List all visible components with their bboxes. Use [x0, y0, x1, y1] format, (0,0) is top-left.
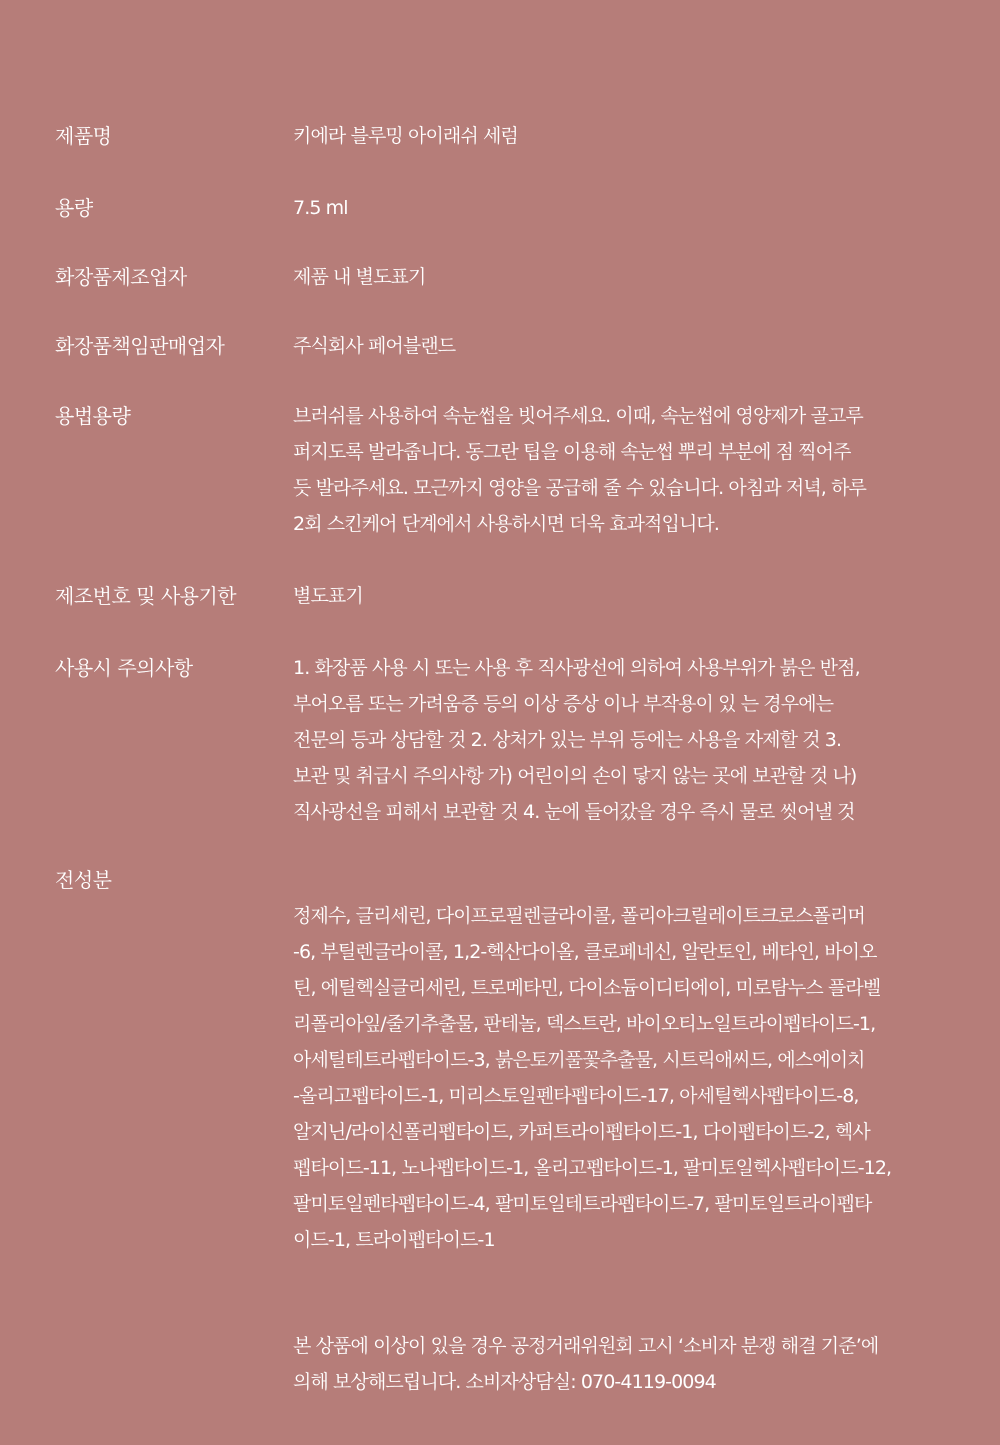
spec-value-lot-expiry: 별도표기	[293, 585, 363, 607]
spec-row-ingredients	[55, 862, 965, 1436]
consumer-notice: 본 상품에 이상이 있을 경우 공정거래위원회 고시 ‘소비자 분쟁 해결 기준’에 의해 보상해드립니다. 소비자상담실: 070-4119-0094	[293, 1335, 879, 1393]
spec-label-ingredients: 전성분	[55, 868, 112, 892]
spec-row-seller	[55, 328, 965, 398]
spec-label-usage: 용법용량	[55, 404, 131, 428]
spec-label-lot-expiry: 제조번호 및 사용기한	[55, 584, 237, 608]
spec-value-ingredients: 정제수, 글리세린, 다이프로필렌글라이콜, 폴리아크릴레이트크로스폴리머 -6, 부틸렌글라이콜, 1,2-헥산다이올, 클로페네신, 알란토인, 베타인, 바이오 틴, 에틸헥실글리세린, 트로메타민, 다이소듐이디티에이, 미로탐누스 플라벨 리폴리아잎/줄기추출물, 판테놀, 덱스트란, 바이오티노일트라이펩타이드-1, 아세틸테트라펩타이드-3, 붉은토끼풀꽃추출물, 시트릭애씨드, 에스에이치 -올리고펩타이드-1, 미리스토일펜타펩타이드-17, 아세틸헥사펩타이드-8, 알지닌/라이신폴리펩타이드, 카퍼트라이펩타이드-1, 다이펩타이드-2, 헥사 펩타이드-11, 노나펩타이드-1, 올리고펩타이드-1, 팔미토일헥사펩타이드-12, 팔미토일펜타펩타이드-4, 팔미토일테트라펩타이드-7, 팔미토일트라이펩타 이드-1, 트라이펩타이드-1	[293, 905, 892, 1251]
spec-row-lot-expiry	[55, 578, 965, 650]
spec-row-usage	[55, 398, 965, 578]
spec-value-usage: 브러쉬를 사용하여 속눈썹을 빗어주세요. 이때, 속눈썹에 영양제가 골고루 퍼지도록 발라줍니다. 동그란 팁을 이용해 속눈썹 뿌리 부분에 점 찍어주 듯 발라주세요. 모근까지 영양을 공급해 줄 수 있습니다. 아침과 저녁, 하루 2회 스킨케어 단계에서 사용하시면 더욱 효과적입니다.	[293, 405, 866, 535]
spec-row-product-name	[55, 118, 965, 190]
spec-value-caution: 1. 화장품 사용 시 또는 사용 후 직사광선에 의하여 사용부위가 붉은 반점, 부어오름 또는 가려움증 등의 이상 증상 이나 부작용이 있 는 경우에는 전문의 등과 상담할 것 2. 상처가 있는 부위 등에는 사용을 자제할 것 3. 보관 및 취급시 주의사항 가) 어린이의 손이 닿지 않는 곳에 보관할 것 나) 직사광선을 피해서 보관할 것 4. 눈에 들어갔을 경우 즉시 물로 씻어낼 것	[293, 657, 860, 823]
spec-value-ingredients-wrap	[293, 862, 958, 1436]
spec-row-manufacturer	[55, 259, 965, 328]
spec-value-seller: 주식회사 페어블랜드	[293, 335, 456, 357]
spec-label-seller: 화장품책임판매업자	[55, 334, 225, 358]
spec-label-manufacturer: 화장품제조업자	[55, 265, 187, 289]
spec-label-volume: 용량	[55, 196, 93, 220]
spec-value-product-name: 키에라 블루밍 아이래쉬 세럼	[293, 125, 518, 147]
spec-label-caution: 사용시 주의사항	[55, 656, 193, 680]
spec-label-product-name: 제품명	[55, 124, 112, 148]
spec-value-volume: 7.5 ml	[293, 197, 348, 219]
spec-value-manufacturer: 제품 내 별도표기	[293, 266, 426, 288]
spec-row-volume	[55, 190, 965, 259]
product-spec-table	[55, 118, 965, 1436]
spec-row-caution	[55, 650, 965, 862]
